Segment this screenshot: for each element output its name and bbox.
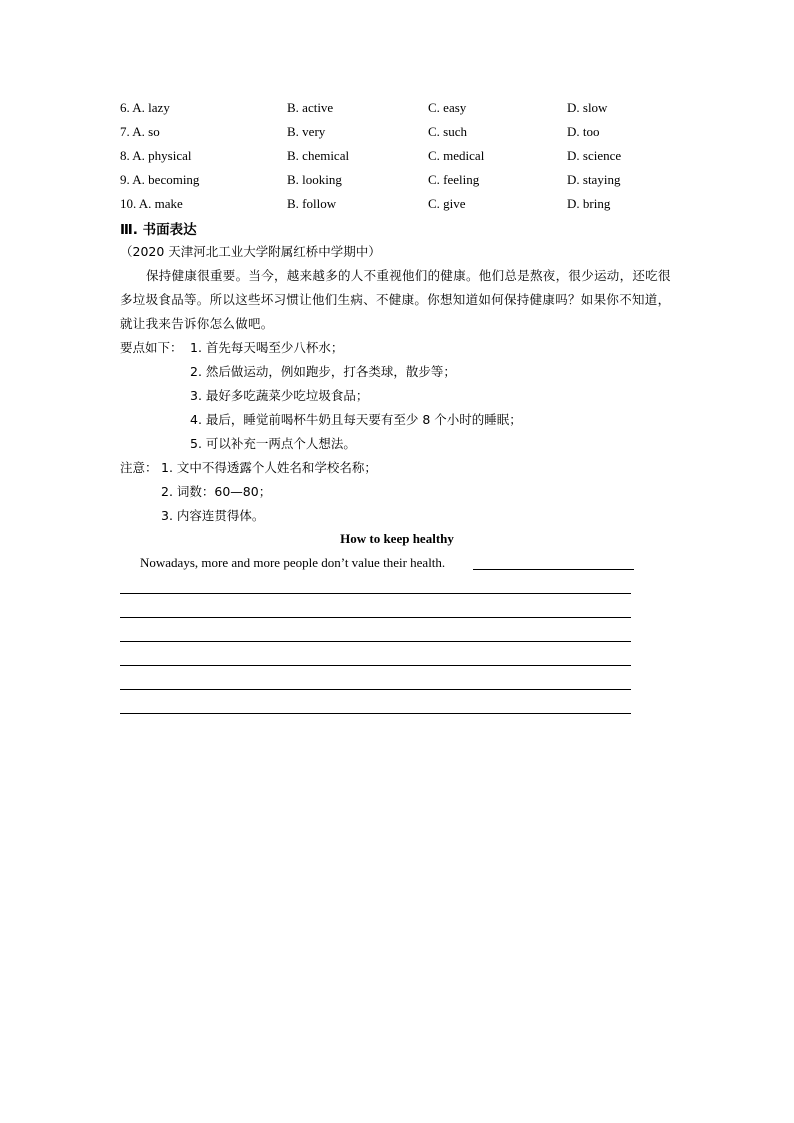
answer-line[interactable] bbox=[120, 665, 631, 666]
answer-line-inline[interactable] bbox=[473, 569, 634, 570]
prompt-paragraph: 保持健康很重要。当今，越来越多的人不重视他们的健康。他们总是熬夜，很少运动，还吃很多垃圾食品等。所以这些坏习惯让他们生病、不健康。你想知道如何保持健康吗？如果你不知道，就让我来告诉你怎么做吧。 bbox=[120, 268, 671, 331]
point-item: 4. 最后，睡觉前喝杯牛奶且每天要有至少 8 个小时的睡眠； bbox=[190, 412, 522, 427]
option-d: D. science bbox=[567, 148, 622, 163]
essay-opening: Nowadays, more and more people don’t value their health. bbox=[140, 555, 446, 570]
note-item: 2. 词数：60—80； bbox=[161, 484, 272, 499]
option-c: C. easy bbox=[428, 100, 467, 115]
option-row-7 bbox=[120, 120, 720, 144]
option-c: C. feeling bbox=[428, 172, 480, 187]
note-item: 3. 内容连贯得体。 bbox=[161, 508, 265, 523]
option-c: C. medical bbox=[428, 148, 485, 163]
answer-line[interactable] bbox=[120, 689, 631, 690]
point-item: 1. 首先每天喝至少八杯水； bbox=[190, 340, 344, 355]
point-item: 5. 可以补充一两点个人想法。 bbox=[190, 436, 356, 451]
source-note: （2020 天津河北工业大学附属红桥中学期中） bbox=[120, 244, 381, 259]
option-number: 10. A. make bbox=[120, 196, 183, 211]
option-c: C. such bbox=[428, 124, 467, 139]
option-number: 8. A. physical bbox=[120, 148, 192, 163]
option-b: B. follow bbox=[287, 196, 337, 211]
option-b: B. very bbox=[287, 124, 326, 139]
option-row-6 bbox=[120, 96, 720, 120]
option-row-9 bbox=[120, 168, 720, 192]
option-b: B. active bbox=[287, 100, 334, 115]
section-title: Ⅲ. 书面表达 bbox=[120, 222, 197, 238]
option-number: 7. A. so bbox=[120, 124, 160, 139]
option-number: 6. A. lazy bbox=[120, 100, 170, 115]
answer-line[interactable] bbox=[120, 641, 631, 642]
point-item: 2. 然后做运动，例如跑步，打各类球，散步等； bbox=[190, 364, 456, 379]
answer-line[interactable] bbox=[120, 713, 631, 714]
option-c: C. give bbox=[428, 196, 466, 211]
option-number: 9. A. becoming bbox=[120, 172, 200, 187]
note-item: 1. 文中不得透露个人姓名和学校名称； bbox=[161, 460, 377, 475]
option-d: D. bring bbox=[567, 196, 611, 211]
answer-line[interactable] bbox=[120, 617, 631, 618]
notes-label: 注意： bbox=[120, 460, 158, 475]
option-d: D. staying bbox=[567, 172, 621, 187]
points-label: 要点如下： bbox=[120, 340, 183, 355]
option-row-8 bbox=[120, 144, 720, 168]
option-d: D. slow bbox=[567, 100, 608, 115]
option-row-10 bbox=[120, 192, 720, 216]
option-d: D. too bbox=[567, 124, 600, 139]
point-item: 3. 最好多吃蔬菜少吃垃圾食品； bbox=[190, 388, 369, 403]
essay-title: How to keep healthy bbox=[340, 531, 454, 546]
option-b: B. chemical bbox=[287, 148, 350, 163]
answer-line[interactable] bbox=[120, 593, 631, 594]
option-b: B. looking bbox=[287, 172, 342, 187]
